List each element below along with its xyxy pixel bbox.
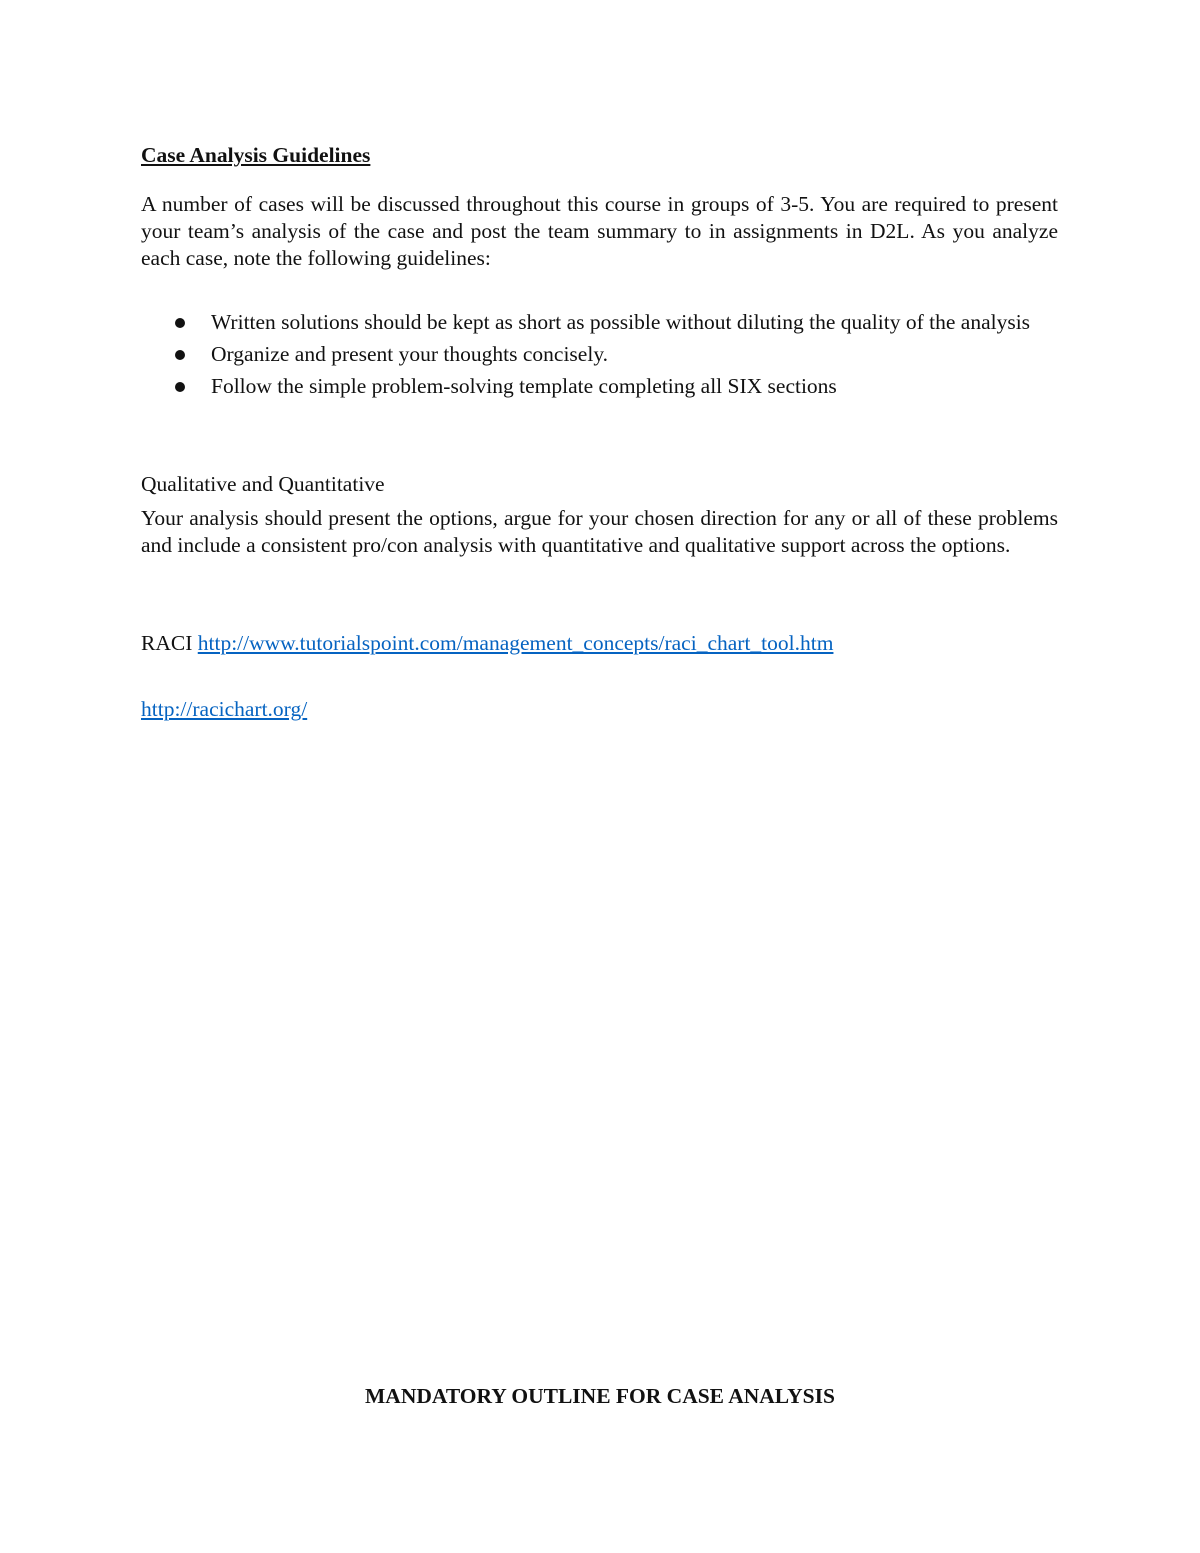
document-title: Case Analysis Guidelines — [141, 143, 371, 167]
raci-label: RACI — [141, 631, 193, 655]
guideline-item — [141, 373, 1058, 400]
guideline-text: Written solutions should be kept as short as possible without diluting the quality of the analysis — [211, 310, 1031, 334]
document-content — [141, 142, 1058, 723]
raci-tutorialspoint-link[interactable]: http://www.tutorialspoint.com/management_concepts/raci_chart_tool.htm — [197, 631, 834, 655]
raci-line — [141, 630, 1058, 657]
qualitative-quantitative-body: Your analysis should present the options, argue for your chosen direction for any or all of these problems and include a consistent pro/con analysis with quantitative and qualitative support across the options. — [141, 506, 1058, 557]
racichart-link-line — [141, 696, 1058, 723]
racichart-link[interactable]: http://racichart.org/ — [141, 697, 308, 721]
guideline-item — [141, 341, 1058, 368]
guidelines-list — [141, 309, 1058, 400]
bullet-icon — [175, 318, 185, 328]
bullet-icon — [175, 350, 185, 360]
guideline-text: Follow the simple problem-solving template completing all SIX sections — [211, 374, 837, 398]
outline-heading: MANDATORY OUTLINE FOR CASE ANALYSIS — [365, 1384, 835, 1408]
bullet-icon — [175, 382, 185, 392]
guideline-text: Organize and present your thoughts concisely. — [211, 342, 609, 366]
guideline-item — [141, 309, 1058, 336]
intro-paragraph: A number of cases will be discussed throughout this course in groups of 3-5. You are required to present your team’s analysis of the case and post the team summary to in assignments in D2L. As you analyze each case, note the following guidelines: — [141, 192, 1058, 270]
qualitative-quantitative-heading: Qualitative and Quantitative — [141, 472, 385, 496]
